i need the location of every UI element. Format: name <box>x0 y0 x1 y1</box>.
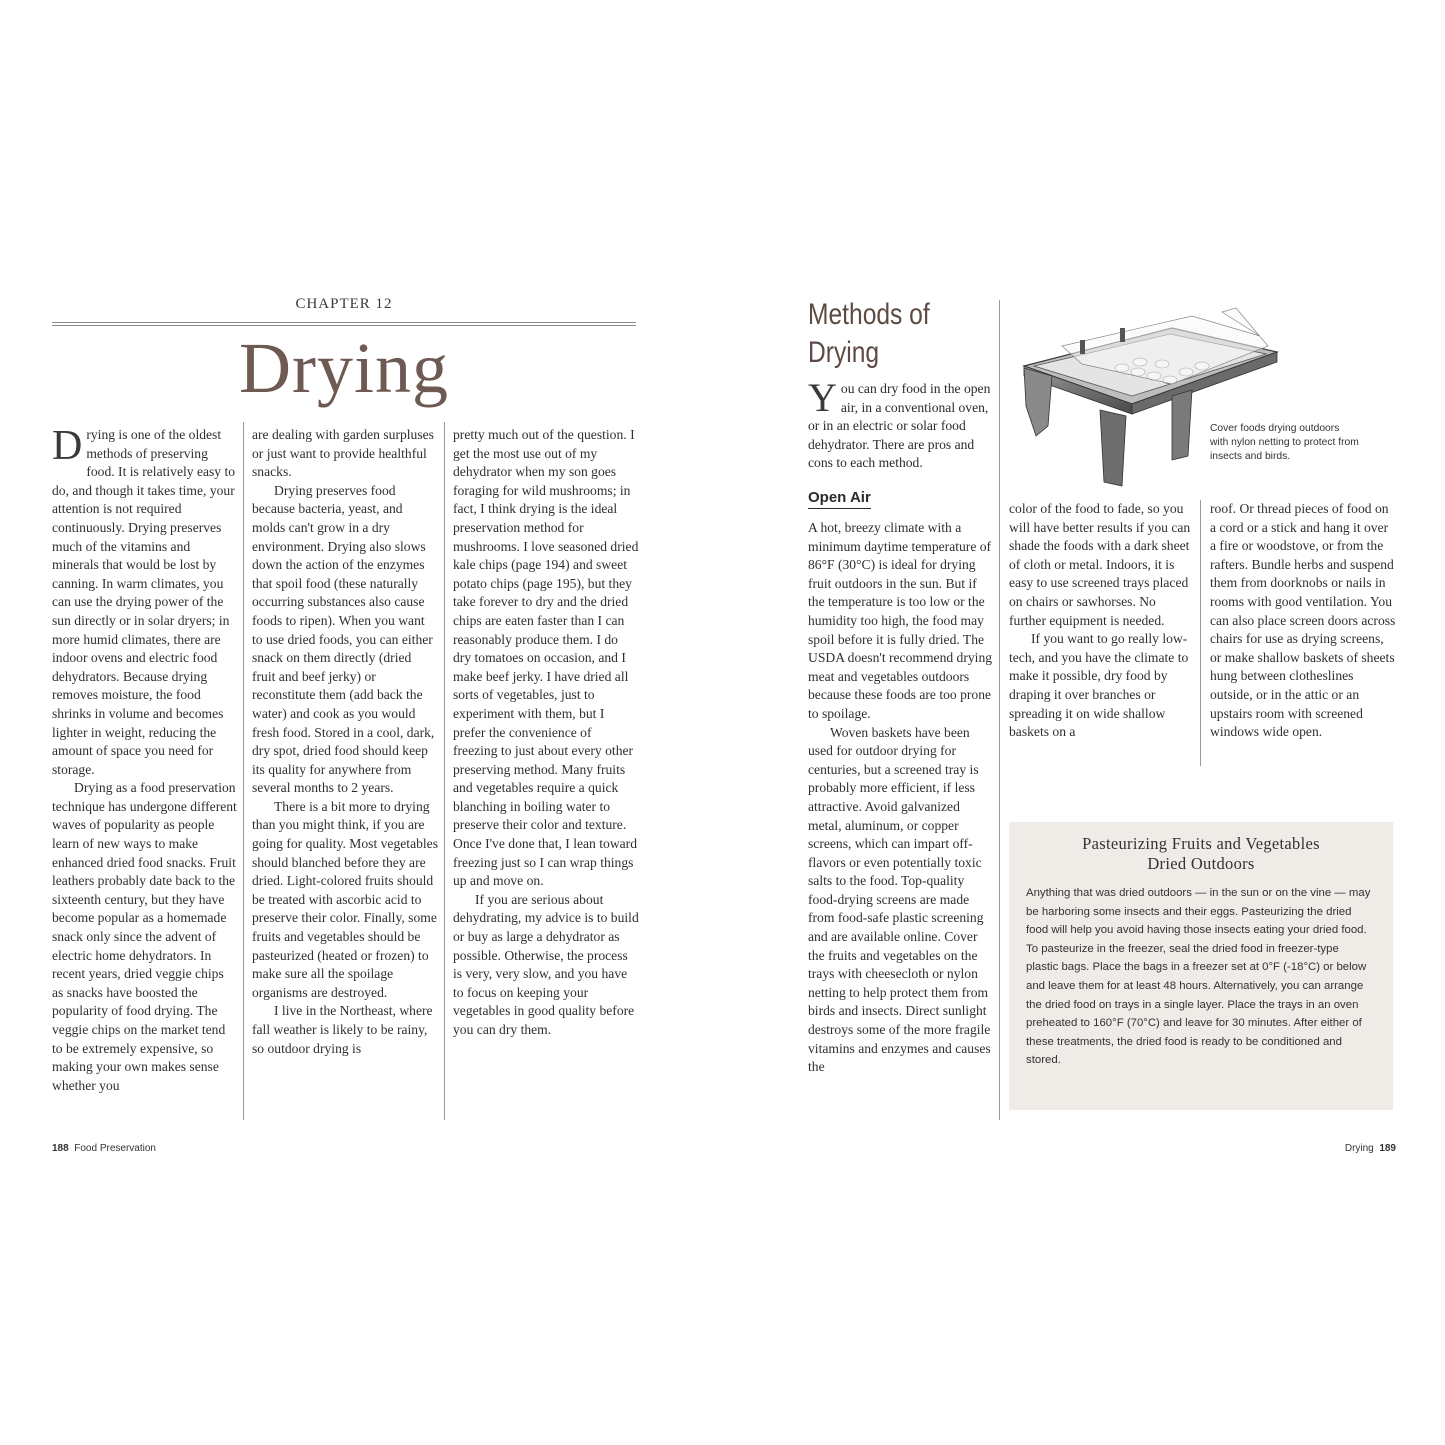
left-page <box>0 0 722 1445</box>
book-title: Food Preservation <box>74 1143 156 1154</box>
intro-paragraph <box>808 375 994 473</box>
page-number: 188 <box>52 1143 69 1154</box>
col2-paragraph-3: There is a bit more to drying than you might think, if you are going for quality. Most vegetables should blanched before they are dried. Light-colored fruits should be treated with ascorbic acid to preserve their color. Finally, some fruits and vegetables should be pasteurized (heated or frozen) to make sure all the spoilage organisms are destroyed. <box>252 798 438 1000</box>
col1-paragraph-1: rying is one of the oldest methods of preserving food. It is relatively easy to do, and though it takes time, your attention is not required continuously. Drying preserves much of the vitamins and minerals that would be lost by canning. In warm climates, you can use the drying power of the sun directly or in solar dryers; in more humid climates, there are indoor ovens and electric food dehydrators. Because drying removes moisture, the food shrinks in volume and becomes lighter in weight, reducing the amount of space you need for storage. <box>52 427 236 777</box>
chapter-title: Drying <box>239 328 449 408</box>
intro-text: ou can dry food in the open air, in a conventional oven, or in an electric or solar food dehydrator. There are pros and cons to each method. <box>808 381 991 471</box>
col2-paragraph-2: Drying preserves food because bacteria, yeast, and molds can't grow in a dry environment. Drying also slows down the action of the enzymes that spoil food (these naturally occurring substances also cause foods to ripen). When you want to use dried foods, you can either snack on them directly (dried fruit and beef jerky) or reconstitute them (add back the water) and cook as you would fresh food. Stored in a cool, dark, dry spot, dried food should keep its quality for anywhere from several months to 2 years. <box>252 482 435 796</box>
running-head: Drying <box>1344 1143 1374 1154</box>
illustration-caption: Cover foods drying outdoors with nylon netting to protect from insects and birds. <box>1210 423 1359 462</box>
title-rule-top <box>52 322 636 323</box>
title-rule-bottom <box>52 325 636 326</box>
sidebar-body: Anything that was dried outdoors — in the sun or on the vine — may be harboring some insects and their eggs. Pasteurizing the dried food will help you avoid having those insects eating your dried food. To pasteurize in the freezer, seal the dried food in freezer-type plastic bags. Place the bags in a freezer set at 0°F (-18°C) or below and leave them for at least 48 hours. Alternatively, you can arrange the dried food on trays in a single layer. Place the trays in an oven preheated to 160°F (70°C) and leave for 30 minutes. After either of these treatments, the dried food is ready to be conditioned and stored. <box>1026 887 1371 1067</box>
col1-paragraph-2: Drying as a food preservation technique has undergone different waves of popularity as people learn of new ways to make enhanced dried food snacks. Fruit leathers probably date back to the sixteenth century, but they have become popular as a homemade snack only since the advent of electric home dehydrators. In recent years, dried veggie chips as snacks have boosted the popularity of food drying. The veggie chips on the market tend to be extremely expensive, so making your own makes sense whether you <box>52 780 237 1093</box>
left-column-1 <box>52 423 238 1095</box>
sidebar-title-line-2: Dried Outdoors <box>1147 854 1255 873</box>
chapter-label: CHAPTER 12 <box>295 296 393 312</box>
col3-paragraph-2: If you are serious about dehydrating, my advice is to build or buy as large a dehydrator as possible. Otherwise, the process is very, very slow, and you have to focus on keeping your vegetables in good quality before you can dry them. <box>453 891 639 1037</box>
col2-paragraph-1: are dealing with garden surpluses or just want to provide healthful snacks. <box>252 427 434 480</box>
column-divider <box>243 422 244 1120</box>
sidebar-title-line-1: Pasteurizing Fruits and Vegetables <box>1082 834 1320 853</box>
pasteurizing-sidebar <box>1009 822 1393 1110</box>
drop-cap: D <box>52 423 83 469</box>
rcol2-paragraph-2: If you want to go really low-tech, and you have the climate to make it possible, dry food by draping it over branches or spreading it on wide shallow baskets on a <box>1009 631 1189 740</box>
rcol3-paragraph-1: roof. Or thread pieces of food on a cord or a stick and hang it over a fire or woodstove, or from the rafters. Bundle herbs and suspend them from doorknobs or nails in rooms with good ventilation. You can also place screen doors across chairs for use as drying screens, or make shallow baskets of sheets hung between clotheslines outside, or in the attic or an upstairs room with screened windows wide open. <box>1210 501 1396 740</box>
column-divider <box>1200 500 1201 766</box>
column-divider <box>444 422 445 1120</box>
page-number: 189 <box>1379 1143 1396 1154</box>
right-column-1 <box>808 519 994 1077</box>
column-divider <box>999 300 1000 1120</box>
right-footer <box>1345 1143 1396 1154</box>
left-footer <box>52 1143 156 1154</box>
sidebar-title <box>1009 834 1393 874</box>
section-title-line-1: Methods of <box>808 298 930 331</box>
rcol1-paragraph-1: A hot, breezy climate with a minimum daytime temperature of 86°F (30°C) is ideal for drying fruit outdoors in the sun. But if the temperature is too low or the humidity too high, the food may spoil before it is fully dried. The USDA doesn't recommend drying meat and vegetables outdoors because these foods are too prone to spoilage. <box>808 520 993 721</box>
rcol1-paragraph-2: Woven baskets have been used for outdoor drying for centuries, but a screened tray is probably more efficient, if less attractive. Avoid galvanized metal, aluminum, or copper screens, which can impart off-flavors or even potentially toxic salts to the food. Top-quality food-drying screens are made from food-safe plastic screening and are available online. Cover the fruits and vegetables on the trays with cheesecloth or nylon netting to help protect them from birds and insects. Direct sunlight destroys some of the more fragile vitamins and enzymes and causes the <box>808 724 991 1075</box>
left-column-2 <box>252 426 438 1058</box>
col3-paragraph-1: pretty much out of the question. I get the most use out of my dehydrator when my son goes foraging for wild mushrooms; in fact, I think drying is the ideal preservation method for mushrooms. I love seasoned dried kale chips (page 194) and sweet potato chips (page 195), but they take forever to dry and the dried chips are eaten faster than I can reasonably produce them. I do dry tomatoes on occasion, and I make beef jerky. I have dried all sorts of vegetables, just to experiment with them, but I prefer the convenience of freezing to just about every other preserving method. Many fruits and vegetables require a quick blanching in boiling water to preserve their color and texture. Once I've done that, I lean toward freezing just so I can wrap things up and move on. <box>453 427 639 889</box>
rcol2-paragraph-1: color of the food to fade, so you will have better results if you can shade the foods with a dark sheet of cloth or metal. Indoors, it is easy to use screened trays placed on chairs or sawhorses. No further equipment is needed. <box>1009 501 1191 628</box>
col2-paragraph-4: I live in the Northeast, where fall weather is likely to be rainy, so outdoor drying is <box>252 1003 433 1056</box>
intro-drop-cap: Y <box>808 375 837 420</box>
right-column-3 <box>1210 500 1396 742</box>
right-column-2 <box>1009 500 1195 742</box>
section-title <box>808 296 964 372</box>
left-column-3 <box>453 426 639 1040</box>
right-page <box>722 0 1445 1445</box>
section-title-line-2: Drying <box>808 336 880 369</box>
subhead-open-air: Open Air <box>808 489 871 509</box>
